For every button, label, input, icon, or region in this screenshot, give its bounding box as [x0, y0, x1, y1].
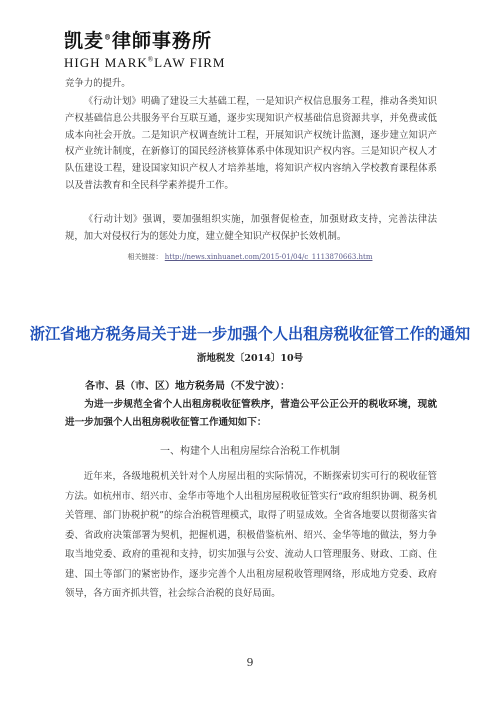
page-number: 9 [246, 656, 254, 669]
logo-en-part2: LAW FIRM [154, 55, 226, 70]
logo-en-part1: HIGH MARK [64, 55, 148, 70]
continued-text-line: 竞争力的提升。 [65, 78, 131, 89]
notice-intro: 为进一步规范全省个人出租房税收征管秩序，营造公平公正公开的税收环境，现就进一步加强个人出租房税收征管工作通知如下： [65, 399, 437, 428]
notice-addressee: 各市、县（市、区）地方税务局（不发宁波）： [85, 381, 290, 392]
logo-cn-part2: 律師事務所 [112, 30, 213, 52]
section-heading: 一、构建个人出租房屋综合治税工作机制 [160, 446, 340, 457]
paragraph-infrastructure: 《行动计划》明确了建设三大基础工程，一是知识产权信息服务工程，推动各类知识产权基础信息公共服务平台互联互通，逐步实现知识产权基础信息资源共享，并免费或低成本向社会开放。二是知识产权调查统计工程，开展知识产权统计监测，逐步建立知识产权产业统计制度，在新修订的国民经济核算体系中体现知识产权内容。三是知识产权人才队伍建设工程，建设国家知识产权人才培养基地，将知识产权内容纳入学校教育课程体系以及普法教育和全民科学素养提升工作。 [65, 96, 437, 191]
logo-chinese-name [64, 26, 225, 53]
related-link-url[interactable]: http://news.xinhuanet.com/2015-01/04/c_1113870663.htm [164, 253, 373, 261]
notice-title: 浙江省地方税务局关于进一步加强个人出租房税收征管工作的通知 [29, 325, 471, 343]
registered-mark-icon: ® [147, 55, 155, 64]
registered-mark-icon: ® [104, 32, 113, 42]
logo-cn-part1: 凯麦 [64, 30, 105, 52]
law-firm-logo [64, 26, 225, 71]
related-link-label: 相关链接： [127, 253, 163, 261]
logo-english-name [64, 55, 225, 71]
related-link-line [0, 252, 500, 262]
paragraph-enforcement: 《行动计划》强调，要加强组织实施，加强督促检查，加强财政支持，完善法律法规，加大对侵权行为的惩处力度，建立健全知识产权保护长效机制。 [65, 214, 437, 242]
document-number: 浙地税发〔2014〕10号 [196, 353, 304, 364]
section-paragraph: 近年来，各级地税机关针对个人房屋出租的实际情况，不断探索切实可行的税收征管方法。如杭州市、绍兴市、金华市等地个人出租房屋税收征管实行“政府组织协调、税务机关管理、部门协税护税”的综合治税管理模式，取得了明显成效。全省各地要以贯彻落实省委、省政府决策部署为契机，把握机遇，积极借鉴杭州、绍兴、金华等地的做法，努力争取当地党委、政府的重视和支持，切实加强与公安、流动人口管理服务、财政、工商、住建、国土等部门的紧密协作，逐步完善个人出租房屋税收管理网络，形成地方党委、政府领导，各方面齐抓共管，社会综合治税的良好局面。 [65, 471, 437, 599]
